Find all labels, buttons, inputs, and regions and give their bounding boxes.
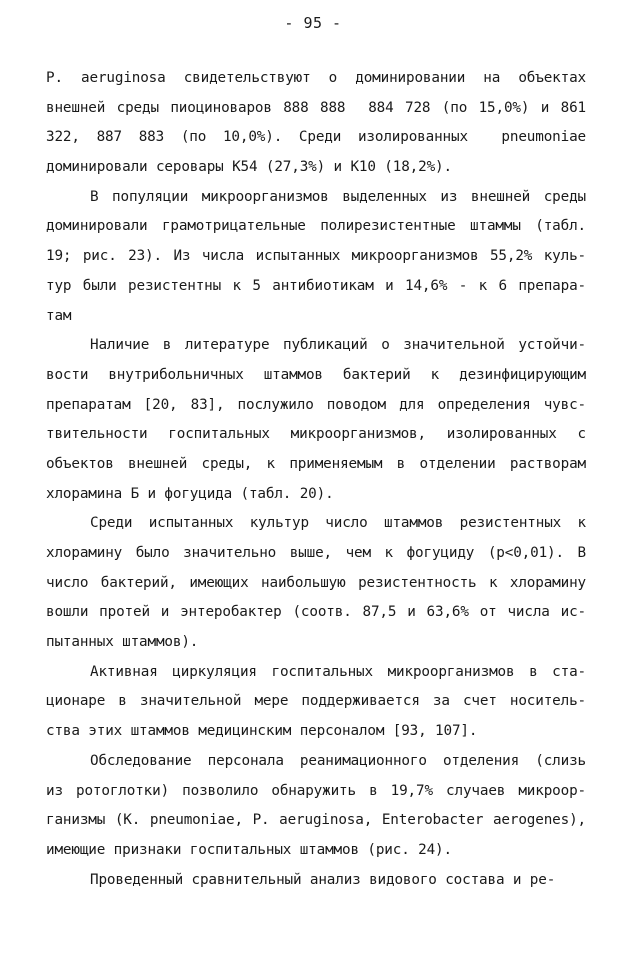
text-line: Наличие в литературе публикаций о значительной устойчи- [90,337,586,354]
paragraph [46,64,586,183]
text-line: хлорамина Б и фогуцида (табл. 20). [46,485,334,502]
text-line: В популяции микроорганизмов выделенных из внешней среды [90,188,586,205]
text-line: имеющие признаки госпитальных штаммов (рис. 24). [46,841,452,858]
text-line: 19; рис. 23). Из числа испытанных микроорганизмов 55,2% куль- [46,248,586,265]
text-line: ганизмы (K. pneumoniae, P. aeruginosa, Enterobacter aerogenes), [46,812,586,829]
text-line: ционаре в значительной мере поддерживается за счет носитель- [46,693,586,710]
text-line: Активная циркуляция госпитальных микроорганизмов в ста- [90,663,586,680]
paragraph [46,509,586,657]
text-line: хлорамину было значительно выше, чем к фогуциду (р<0,01). В [46,545,586,561]
paragraph [46,658,586,747]
text-line: там [46,307,72,324]
text-line: Среди испытанных культур число штаммов резистентных к [90,515,586,532]
text-line: Обследование персонала реанимационного отделения (слизь [90,752,586,769]
paragraph [46,866,586,896]
text-line: ства этих штаммов медицинским персоналом [93, 107]. [46,723,478,740]
paragraph [46,183,586,331]
text-line: тур были резистентны к 5 антибиотикам и 14,6% - к 6 препара- [46,277,586,294]
text-line: число бактерий, имеющих наибольшую резистентность к хлорамину [46,574,586,591]
text-line: твительности госпитальных микроорганизмов, изолированных с [46,426,586,443]
text-line: вошли протей и энтеробактер (соотв. 87,5 и 63,6% от числа ис- [46,604,586,621]
text-line: вости внутрибольничных штаммов бактерий к дезинфицирующим [46,366,586,383]
text-line: P. aeruginosa свидетельствуют о доминировании на объектах [46,70,586,86]
paragraph [46,331,586,509]
text-line: доминировали серовары К54 (27,3%) и К10 (18,2%). [46,159,452,176]
text-line: Проведенный сравнительный анализ видового состава и ре- [90,871,556,888]
text-line: из ротоглотки) позволило обнаружить в 19,7% случаев микроор- [46,782,586,799]
page-number: - 95 - [284,14,342,32]
text-line: доминировали грамотрицательные полирезистентные штаммы (табл. [46,218,586,235]
text-line: пытанных штаммов). [46,634,199,651]
text-line: 322, 887 883 (по 10,0%). Среди изолированных pneumoniae [46,129,586,146]
paragraph [46,747,586,866]
text-line: внешней среды пиоциноваров 888 888 884 728 (по 15,0%) и 861 [46,99,586,116]
text-line: объектов внешней среды, к применяемым в отделении растворам [46,455,586,472]
document-body [46,64,586,895]
text-line: препаратам [20, 83], послужило поводом для определения чувс- [46,396,586,413]
